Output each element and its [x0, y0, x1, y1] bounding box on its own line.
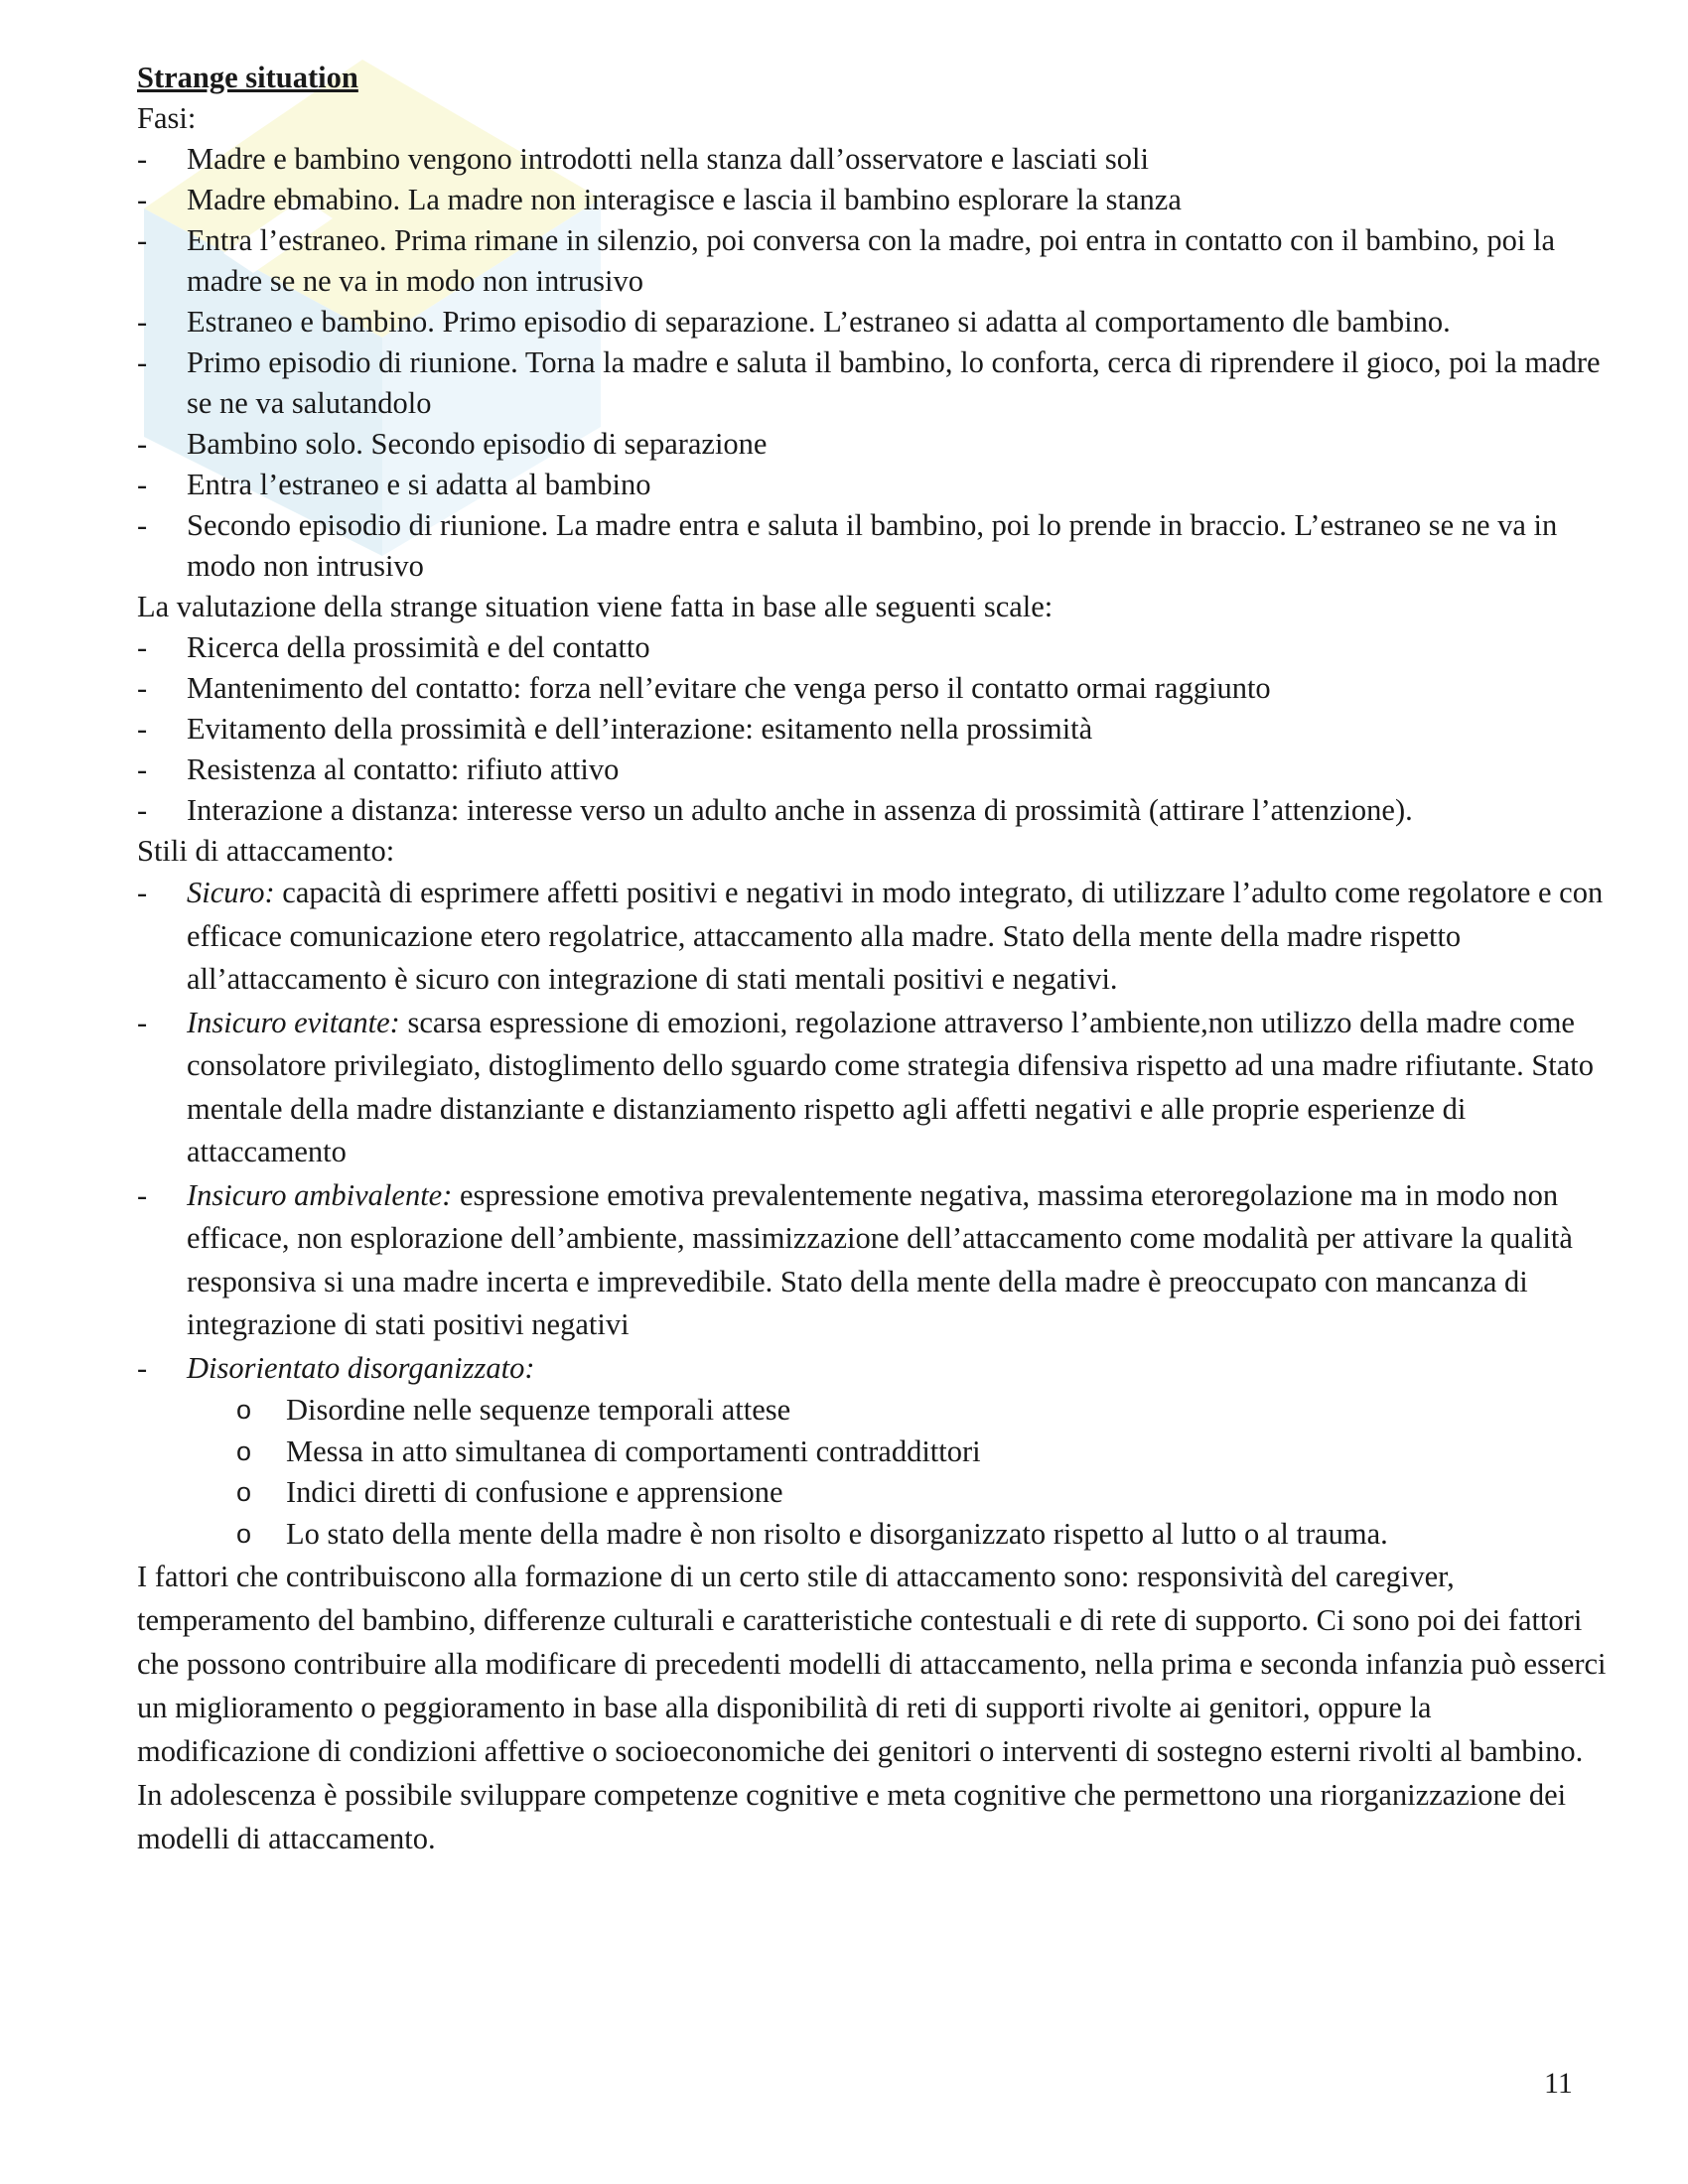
disorganizzato-sublist — [137, 1390, 1607, 1555]
document-page — [137, 58, 1607, 1860]
list-item: - Bambino solo. Secondo episodio di separazione — [137, 427, 768, 461]
list-item: - Ricerca della prossimità e del contatto — [137, 630, 650, 664]
list-item: - Estraneo e bambino. Primo episodio di separazione. L’estraneo si adatta al comportamento dle bambino. — [137, 305, 1451, 339]
scale-intro: La valutazione della strange situation viene fatta in base alle seguenti scale: — [137, 590, 1054, 623]
sublist-item: o Indici diretti di confusione e apprensione — [236, 1475, 783, 1509]
list-item: - Sicuro: capacità di esprimere affetti positivi e negativi in modo integrato, di utilizzare l’adulto come regolatore e con efficace comunicazione etero regolatrice, attaccamento alla madre. Stato della mente della madre rispetto all’attaccamento è sicuro con integrazione di stati mentali positivi e negativi. — [137, 876, 1604, 996]
scale-list — [137, 627, 1607, 831]
list-item: - Insicuro ambivalente: espressione emotiva prevalentemente negativa, massima eteroregolazione ma in modo non efficace, non esplorazione dell’ambiente, massimizzazione dell’attaccamento come modalità per attivare la qualità responsiva si una madre incerta e imprevedibile. Stato della mente della madre è preoccupato con mancanza di integrazione di stati positivi negativi — [137, 1177, 1573, 1341]
stili-list — [137, 872, 1607, 1390]
list-item: - Insicuro evitante: scarsa espressione di emozioni, regolazione attraverso l’ambiente,non utilizzo della madre come consolatore privilegiato, distoglimento dello sguardo come strategia difensiva rispetto ad una madre rifiutante. Stato mentale della madre distanziante e distanziamento rispetto agli affetti negativi e alle proprie esperienze di attaccamento — [137, 1005, 1595, 1168]
fasi-list — [137, 139, 1607, 587]
sublist-item: o Lo stato della mente della madre è non risolto e disorganizzato rispetto al lutto o al trauma. — [236, 1516, 1388, 1551]
list-item: - Primo episodio di riunione. Torna la madre e saluta il bambino, lo conforta, cerca di riprendere il gioco, poi la madre se ne va salutandolo — [137, 345, 1601, 420]
stili-label: Stili di attaccamento: — [137, 834, 395, 868]
sublist-item: o Disordine nelle sequenze temporali attese — [236, 1393, 791, 1427]
list-item: - Interazione a distanza: interesse verso un adulto anche in assenza di prossimità (attirare l’attenzione). — [137, 793, 1413, 827]
term: Sicuro: — [187, 876, 275, 909]
list-item: - Evitamento della prossimità e dell’interazione: esitamento nella prossimità — [137, 712, 1093, 746]
page-title: Strange situation — [137, 61, 358, 94]
list-item: - Mantenimento del contatto: forza nell’evitare che venga perso il contatto ormai raggiunto — [137, 671, 1271, 705]
list-item: - Entra l’estraneo e si adatta al bambino — [137, 468, 651, 501]
list-item: - Madre e bambino vengono introdotti nella stanza dall’osservatore e lasciati soli — [137, 142, 1149, 176]
list-item: - Secondo episodio di riunione. La madre entra e saluta il bambino, poi lo prende in braccio. L’estraneo se ne va in modo non intrusivo — [137, 508, 1558, 583]
list-item: - Disorientato disorganizzato: — [137, 1350, 535, 1385]
list-item: - Resistenza al contatto: rifiuto attivo — [137, 752, 620, 786]
term: Insicuro evitante: — [187, 1005, 400, 1039]
term: Disorientato disorganizzato: — [187, 1350, 535, 1385]
page-number: 11 — [1544, 2067, 1573, 2100]
list-item: - Madre ebmabino. La madre non interagisce e lascia il bambino esplorare la stanza — [137, 183, 1182, 216]
list-item: - Entra l’estraneo. Prima rimane in silenzio, poi conversa con la madre, poi entra in contatto con il bambino, poi la madre se ne va in modo non intrusivo — [137, 223, 1556, 298]
fasi-label: Fasi: — [137, 101, 197, 135]
sublist-item: o Messa in atto simultanea di comportamenti contraddittori — [236, 1433, 981, 1468]
term: Insicuro ambivalente: — [187, 1177, 453, 1212]
final-paragraph: I fattori che contribuiscono alla formazione di un certo stile di attaccamento sono: responsività del caregiver, temperamento del bambino, differenze culturali e caratteristiche contestuali e di rete di supporto. Ci sono poi dei fattori che possono contribuire alla modificare di precedenti modelli di attaccamento, nella prima e seconda infanzia può esserci un miglioramento o peggioramento in base alla disponibilità di reti di supporti rivolte ai genitori, oppure la modificazione di condizioni affettive o socioeconomiche dei genitori o interventi di sostegno esterni rivolti al bambino. In adolescenza è possibile sviluppare competenze cognitive e meta cognitive che permettono una riorganizzazione dei modelli di attaccamento. — [137, 1560, 1607, 1855]
